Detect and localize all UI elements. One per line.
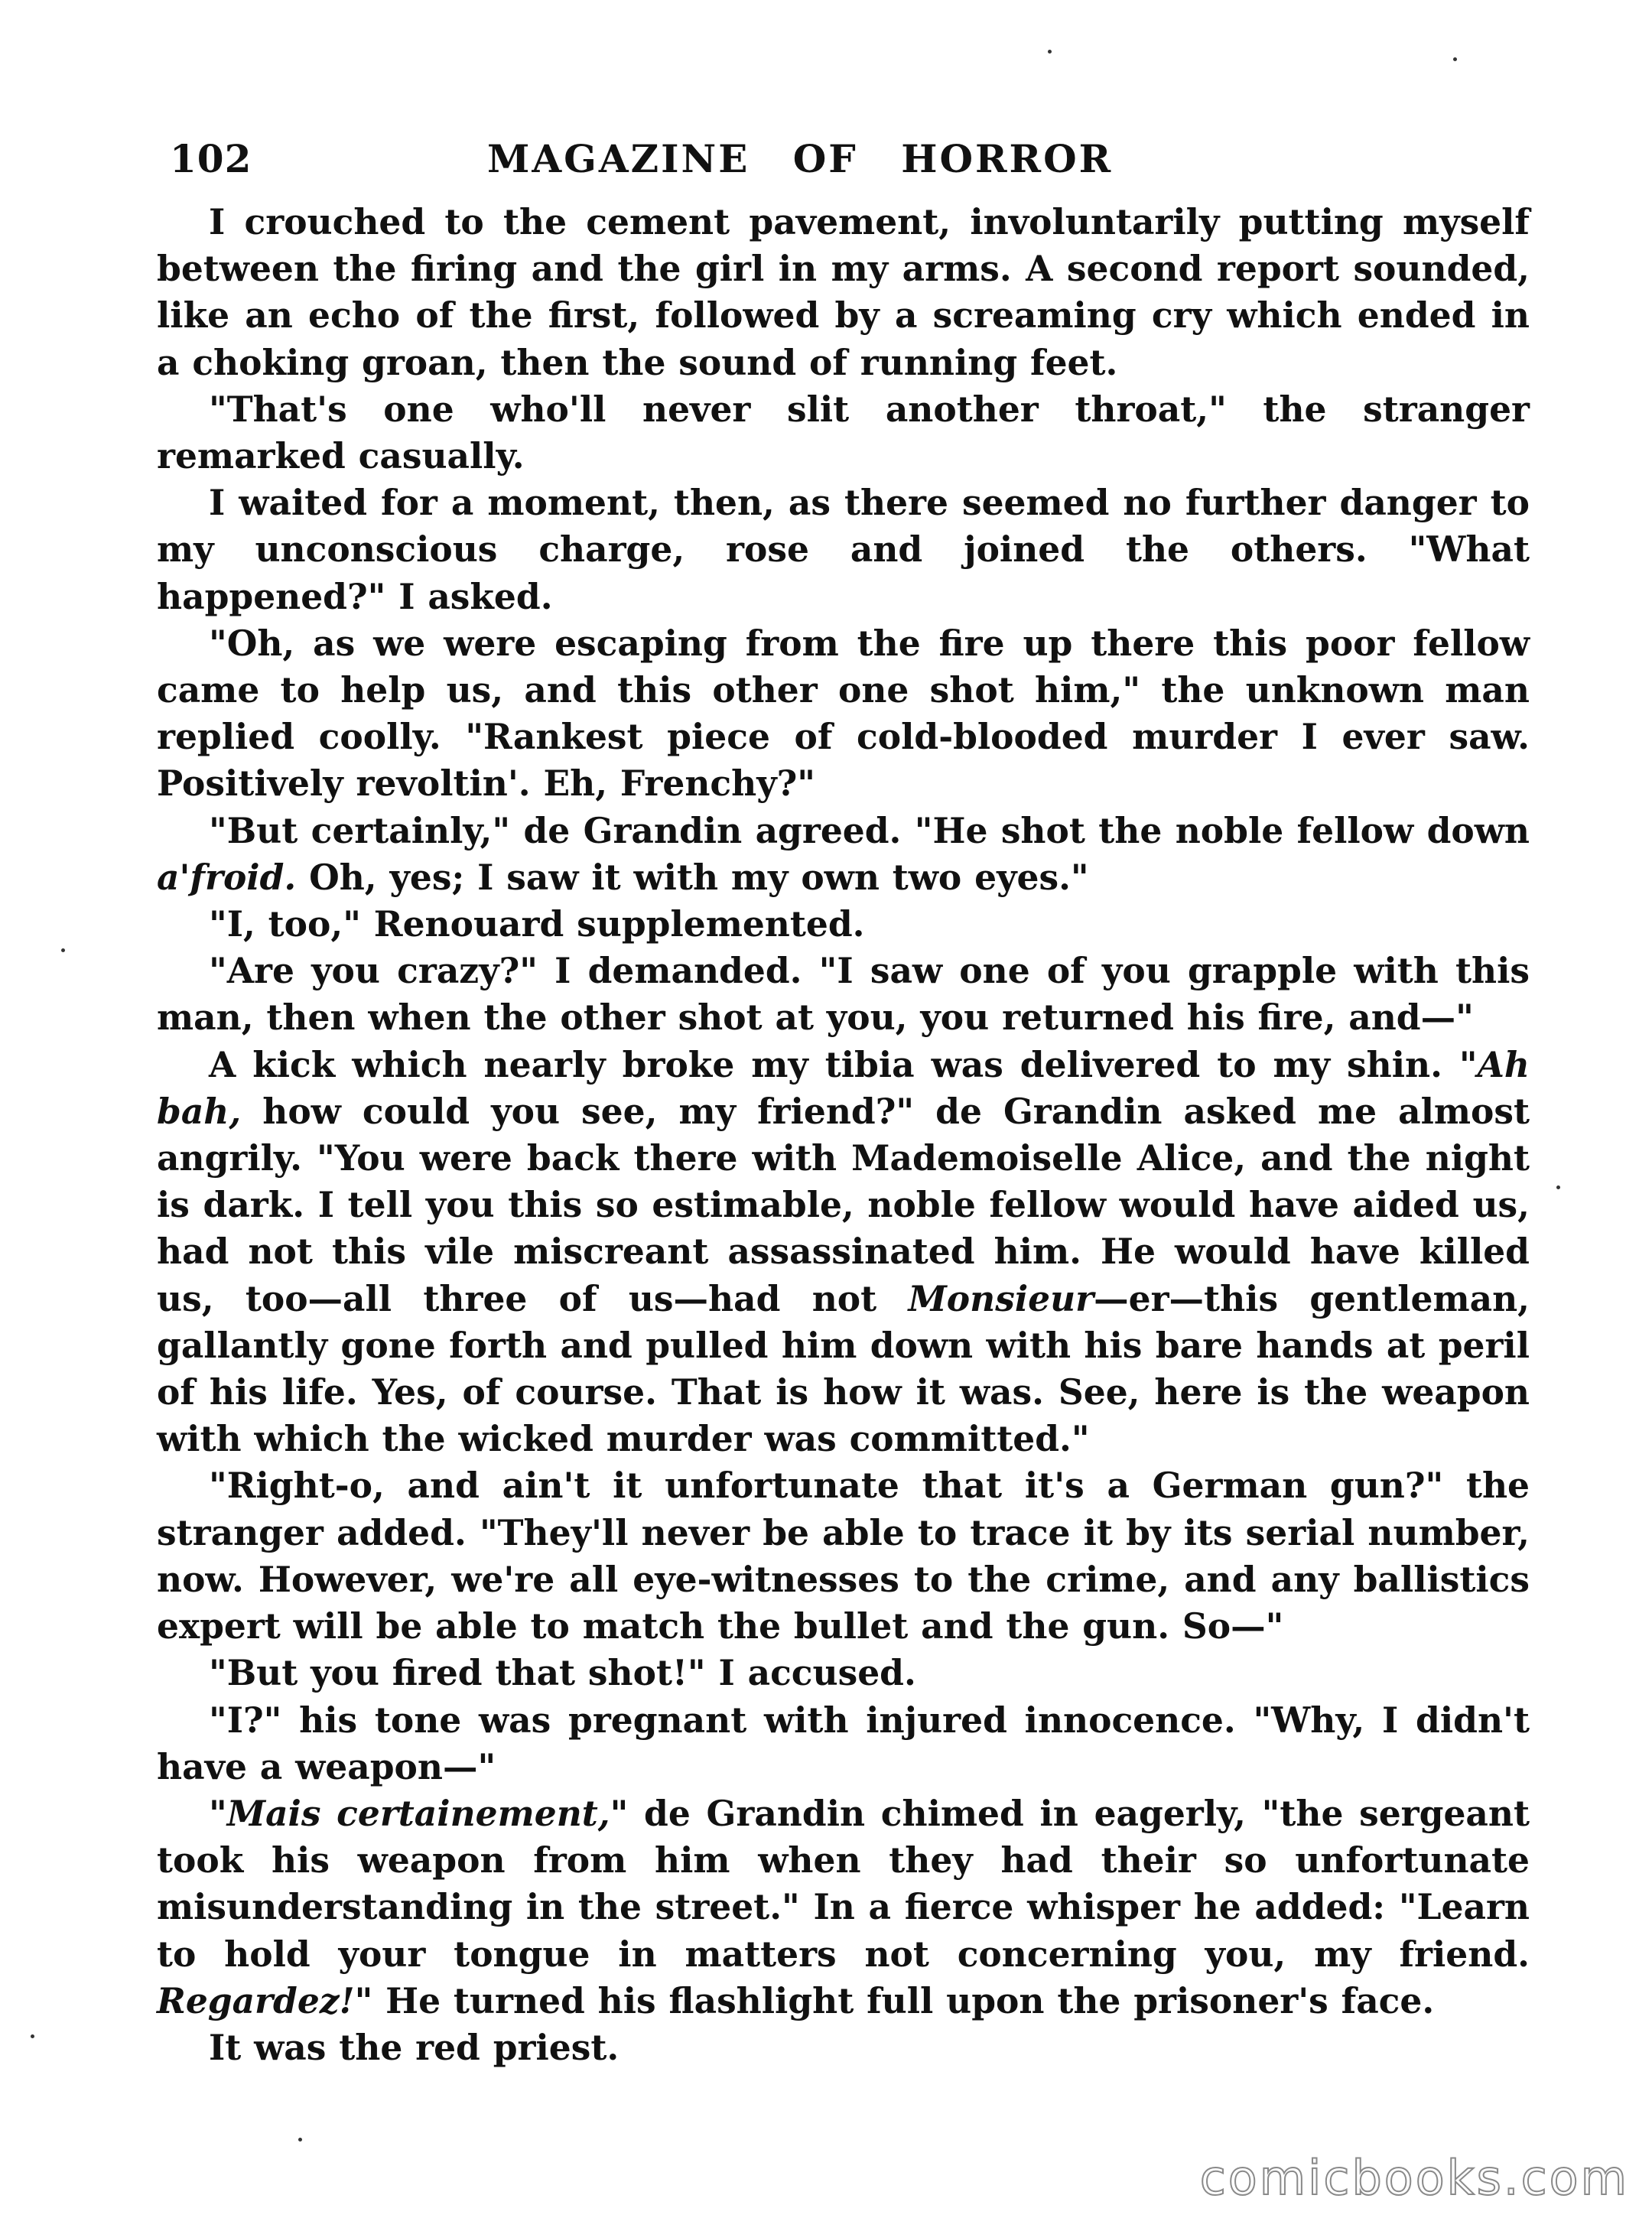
italic-text-run: "Ah bah,: [157, 1043, 1530, 1132]
paragraph: [157, 901, 1530, 948]
paragraph: [157, 1462, 1530, 1650]
page-number: 102: [170, 136, 252, 181]
text-run: "That's one who'll never slit another throat," the stranger remarked casually.: [157, 388, 1530, 477]
text-run: A kick which nearly broke my tibia was delivered to my shin.: [209, 1043, 1459, 1085]
scan-speck: [61, 948, 65, 952]
text-run: "But certainly," de Grandin agreed. "He shot the noble fellow down: [209, 809, 1530, 851]
page-header: [170, 128, 1531, 190]
paragraph: [157, 948, 1530, 1041]
paragraph: [157, 2024, 1530, 2071]
italic-text-run: a'froid.: [157, 856, 297, 898]
italic-text-run: Regardez!": [157, 1979, 373, 2021]
scan-speck: [298, 2138, 302, 2142]
text-run: "Oh, as we were escaping from the fire up there this poor fellow came to help us, and this other one shot him," the unknown man replied coolly. "Rankest piece of cold-blooded murder I ever saw. Positively revoltin'. Eh, Frenchy?": [157, 622, 1530, 805]
italic-text-run: "Mais certainement,": [209, 1792, 629, 1834]
scan-speck: [1556, 1185, 1560, 1189]
paragraph: [157, 1650, 1530, 1696]
italic-text-run: Monsieur: [908, 1277, 1094, 1319]
paragraph: [157, 808, 1530, 901]
text-run: "Are you crazy?" I demanded. "I saw one of you grapple with this man, then when the other shot at you, you returned his fire, and—": [157, 950, 1530, 1039]
text-run: It was the red priest.: [209, 2026, 620, 2068]
paragraph: [157, 480, 1530, 620]
paragraph: [157, 1790, 1530, 2024]
text-run: He turned his flashlight full upon the prisoner's face.: [372, 1979, 1435, 2021]
text-run: how could you see, my friend?" de Grandin asked me almost angrily. "You were back there with Mademoiselle Alice, and the night is dark. I tell you this so estimable, noble fellow would have aided us, had not this vile miscreant assassinated him. He would have killed us, too—all three of us—had not: [157, 1090, 1530, 1319]
text-run: Oh, yes; I saw it with my own two eyes.": [296, 856, 1089, 898]
scan-speck: [1453, 57, 1457, 61]
paragraph: [157, 386, 1530, 480]
scan-speck: [31, 2034, 34, 2038]
paragraph: [157, 620, 1530, 808]
text-run: "Right-o, and ain't it unfortunate that it's a German gun?" the stranger added. "They'll never be able to trace it by its serial number, now. However, we're all eye-witnesses to the crime, and any ballistics expert will be able to match the bullet and the gun. So—": [157, 1465, 1530, 1647]
text-run: "But you fired that shot!" I accused.: [209, 1652, 916, 1694]
text-run: de Grandin chimed in eagerly, "the sergeant took his weapon from him when they had their so unfortunate misunderstanding in the street." In a fierce whisper he added: "Learn to hold your tongue in matters not concerning you, my friend.: [157, 1792, 1530, 1975]
scan-speck: [1048, 50, 1052, 54]
paragraph: [157, 1697, 1530, 1790]
text-run: I crouched to the cement pavement, involuntarily putting myself between the firing and the girl in my arms. A second report sounded, like an echo of the first, followed by a screaming cry which ended in a choking groan, then the sound of running feet.: [157, 201, 1530, 383]
paragraph: [157, 1042, 1530, 1463]
text-run: I waited for a moment, then, as there seemed no further danger to my unconscious charge, rose and joined the others. "What happened?" I asked.: [157, 482, 1530, 617]
story-text: [157, 199, 1530, 2126]
text-run: —er—this gentleman, gallantly gone forth and pulled him down with his bare hands at peril of his life. Yes, of course. That is how it was. See, here is the weapon with which the wicked murder was committed.": [157, 1277, 1530, 1460]
text-run: "I?" his tone was pregnant with injured innocence. "Why, I didn't have a weapon—": [157, 1699, 1530, 1787]
watermark-logo: comicbooks.com: [1199, 2150, 1629, 2206]
running-title: MAGAZINE OF HORROR: [487, 136, 1114, 181]
text-run: "I, too," Renouard supplemented.: [209, 903, 865, 945]
paragraph: [157, 199, 1530, 386]
